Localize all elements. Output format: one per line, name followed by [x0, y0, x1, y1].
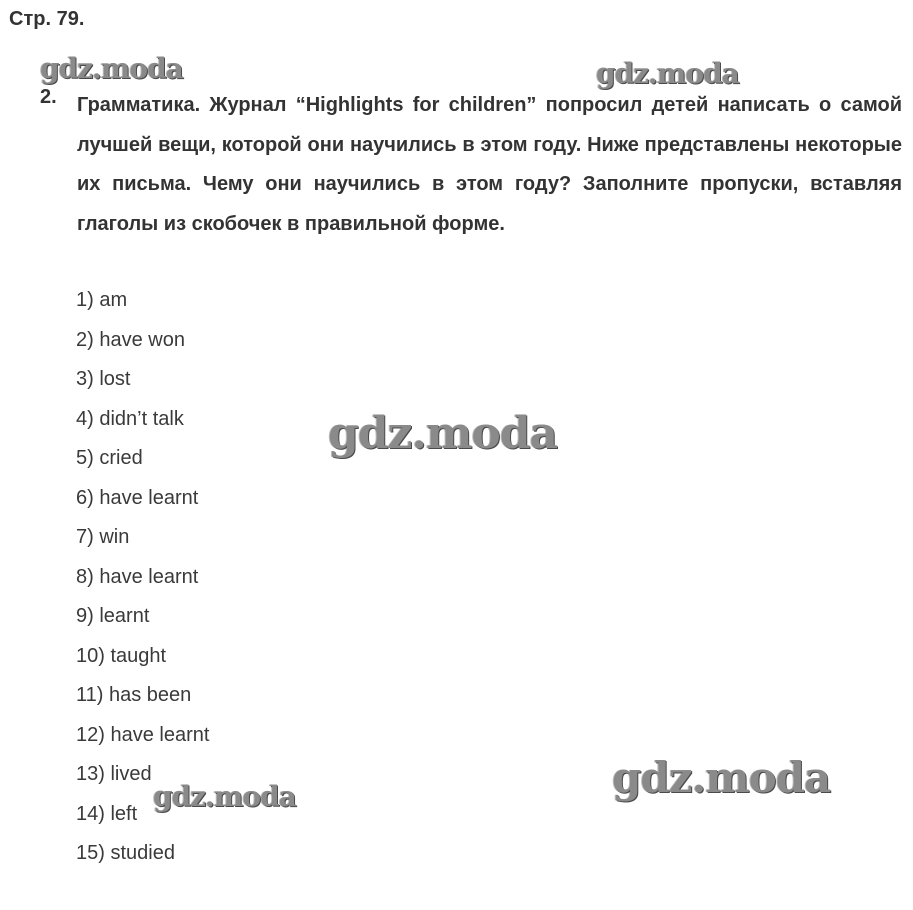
watermark: gdz.moda: [612, 753, 831, 802]
answer-item: 8) have learnt: [76, 565, 199, 588]
answer-item: 1) am: [76, 289, 128, 311]
answer-item: 3) lost: [76, 368, 131, 390]
watermark: gdz.moda: [596, 57, 739, 90]
answer-item: 2) have won: [76, 328, 185, 351]
answer-item: 7) win: [76, 526, 130, 548]
answer-item: 5) cried: [76, 447, 143, 469]
answer-item: 10) taught: [76, 644, 167, 667]
answer-item: 14) left: [76, 802, 138, 825]
exercise-instructions: Грамматика. Журнал “Highlights for children” попросил детей написать о самой лучшей вещи, которой они научились в этом году. Ниже представлены некоторые их письма. Чему они научились в этом году? Заполните пропуски, вставляя глаголы из скобочек в правильной форме.: [77, 94, 902, 235]
watermark: gdz.moda: [40, 52, 183, 85]
answer-item: 13) lived: [76, 763, 152, 785]
answer-item: 11) has been: [76, 684, 192, 706]
answer-item: 9) learnt: [76, 605, 150, 627]
answer-item: 6) have learnt: [76, 486, 199, 509]
watermark: gdz.moda: [328, 408, 558, 459]
exercise-number: 2.: [40, 86, 57, 108]
exercise-block: [40, 86, 902, 244]
watermark: gdz.moda: [153, 780, 296, 813]
page-reference: Стр. 79.: [9, 8, 85, 30]
answer-item: 4) didn’t talk: [76, 407, 184, 430]
answer-item: 15) studied: [76, 842, 175, 864]
answer-item: 12) have learnt: [76, 723, 210, 746]
